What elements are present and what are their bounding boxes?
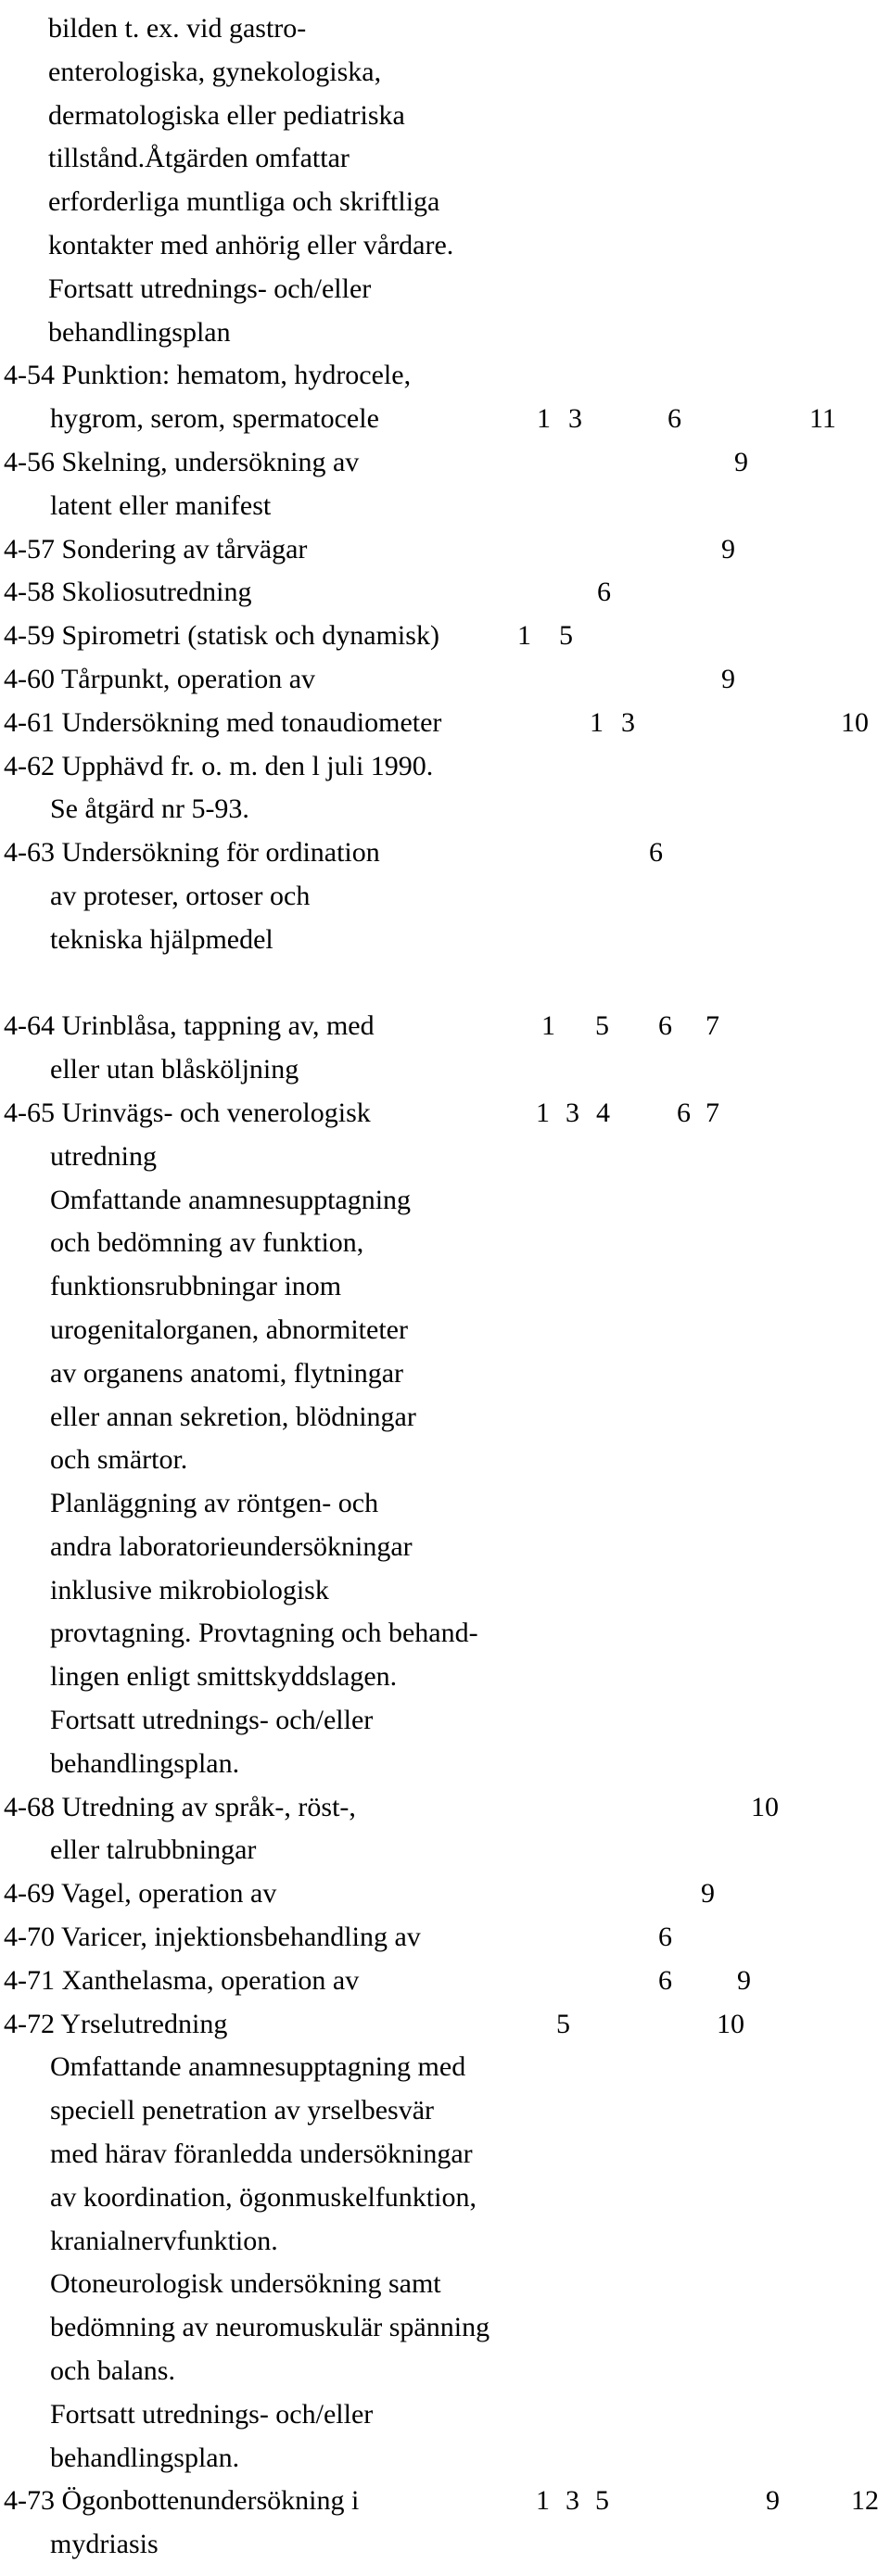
line-text: av proteser, ortoser och bbox=[50, 880, 311, 911]
line-text: och smärtor. bbox=[50, 1444, 188, 1476]
line-text: eller utan blåsköljning bbox=[50, 1054, 299, 1085]
line-text: inklusive mikrobiologisk bbox=[50, 1574, 329, 1605]
line-text: av koordination, ögonmuskelfunktion, bbox=[50, 2181, 477, 2213]
text-line bbox=[0, 2003, 890, 2047]
text-line bbox=[0, 658, 890, 702]
text-line bbox=[0, 1396, 890, 1440]
text-line bbox=[0, 95, 890, 138]
text-line bbox=[0, 2306, 890, 2350]
line-text: 4-57 Sondering av tårvägar bbox=[4, 533, 308, 565]
column-value: 9 bbox=[721, 663, 735, 694]
line-text: 4-70 Varicer, injektionsbehandling av bbox=[4, 1922, 421, 1953]
line-text: och balans. bbox=[50, 2355, 175, 2387]
text-line bbox=[0, 268, 890, 311]
text-line bbox=[0, 441, 890, 485]
text-line bbox=[0, 1482, 890, 1526]
line-text: 4-71 Xanthelasma, operation av bbox=[4, 1964, 360, 1996]
line-text: behandlingsplan. bbox=[50, 2442, 240, 2473]
text-line bbox=[0, 702, 890, 745]
line-text: Otoneurologisk undersökning samt bbox=[50, 2268, 441, 2300]
column-value: 1 bbox=[517, 620, 531, 652]
text-line bbox=[0, 311, 890, 355]
line-text: behandlingsplan. bbox=[50, 1747, 240, 1779]
text-line bbox=[0, 2133, 890, 2176]
text-line bbox=[0, 1829, 890, 1872]
column-value: 1 bbox=[541, 1010, 555, 1042]
line-text: och bedömning av funktion, bbox=[50, 1227, 364, 1259]
line-text: 4-72 Yrselutredning bbox=[4, 2008, 228, 2039]
text-line bbox=[0, 354, 890, 398]
line-text: Planläggning av röntgen- och bbox=[50, 1488, 379, 1519]
text-line bbox=[0, 1048, 890, 1092]
column-value: 10 bbox=[717, 2008, 744, 2039]
line-text: utredning bbox=[50, 1140, 157, 1172]
text-line bbox=[0, 2437, 890, 2481]
line-text: 4-64 Urinblåsa, tappning av, med bbox=[4, 1010, 375, 1042]
line-text: funktionsrubbningar inom bbox=[50, 1271, 342, 1302]
column-value: 6 bbox=[668, 403, 681, 435]
column-value: 9 bbox=[766, 2485, 780, 2517]
column-value: 9 bbox=[721, 533, 735, 565]
text-line bbox=[0, 2220, 890, 2264]
text-line bbox=[0, 1656, 890, 1699]
column-value: 5 bbox=[595, 1010, 609, 1042]
column-value: 5 bbox=[556, 2008, 570, 2039]
text-line bbox=[0, 2350, 890, 2393]
line-text: 4-56 Skelning, undersökning av bbox=[4, 446, 360, 477]
line-text: speciell penetration av yrselbesvär bbox=[50, 2095, 434, 2126]
column-value: 10 bbox=[841, 706, 869, 738]
line-text: kontakter med anhörig eller vårdare. bbox=[48, 229, 454, 260]
text-line bbox=[0, 2263, 890, 2306]
text-line bbox=[0, 1005, 890, 1048]
column-value: 3 bbox=[568, 403, 582, 435]
text-line bbox=[0, 1352, 890, 1396]
text-line bbox=[0, 1916, 890, 1960]
line-text: Fortsatt utrednings- och/eller bbox=[50, 1705, 374, 1736]
column-value: 9 bbox=[701, 1878, 715, 1910]
text-line bbox=[0, 2046, 890, 2089]
text-line bbox=[0, 2393, 890, 2437]
text-line bbox=[0, 788, 890, 831]
column-value: 1 bbox=[590, 706, 604, 738]
text-line bbox=[0, 137, 890, 181]
text-line bbox=[0, 1265, 890, 1309]
text-line bbox=[0, 51, 890, 95]
line-text: eller talrubbningar bbox=[50, 1834, 257, 1866]
text-line bbox=[0, 875, 890, 919]
text-line bbox=[0, 1960, 890, 2003]
text-line bbox=[0, 1136, 890, 1179]
text-line bbox=[0, 615, 890, 658]
text-line bbox=[0, 7, 890, 51]
column-value: 12 bbox=[851, 2485, 879, 2517]
line-text: Se åtgärd nr 5-93. bbox=[50, 793, 249, 825]
line-text: bedömning av neuromuskulär spänning bbox=[50, 2312, 490, 2343]
text-line bbox=[0, 1569, 890, 1613]
line-text: mydriasis bbox=[50, 2529, 159, 2560]
line-text: 4-59 Spirometri (statisk och dynamisk) bbox=[4, 620, 439, 652]
text-line bbox=[0, 1526, 890, 1569]
column-value: 1 bbox=[536, 2485, 550, 2517]
text-line bbox=[0, 398, 890, 441]
line-text: Omfattande anamnesupptagning bbox=[50, 1184, 412, 1215]
text-line bbox=[0, 1743, 890, 1786]
line-text: urogenitalorganen, abnormiteter bbox=[50, 1313, 408, 1345]
column-value: 9 bbox=[737, 1964, 751, 1996]
line-text: av organens anatomi, flytningar bbox=[50, 1357, 404, 1389]
text-line bbox=[0, 1179, 890, 1223]
line-text: lingen enligt smittskyddslagen. bbox=[50, 1661, 398, 1693]
text-line bbox=[0, 1092, 890, 1136]
line-text: erforderliga muntliga och skriftliga bbox=[48, 186, 440, 218]
text-line bbox=[0, 919, 890, 962]
text-line bbox=[0, 1309, 890, 1352]
line-text: provtagning. Provtagning och behand- bbox=[50, 1618, 478, 1649]
column-value: 1 bbox=[536, 1097, 550, 1128]
text-line bbox=[0, 1612, 890, 1656]
line-text: 4-62 Upphävd fr. o. m. den l juli 1990. bbox=[4, 750, 434, 781]
line-text: 4-65 Urinvägs- och venerologisk bbox=[4, 1097, 371, 1128]
line-text: 4-73 Ögonbottenundersökning i bbox=[4, 2485, 360, 2517]
line-text: Fortsatt utrednings- och/eller bbox=[48, 273, 372, 304]
line-text: med härav föranledda undersökningar bbox=[50, 2138, 473, 2170]
column-value: 7 bbox=[706, 1097, 719, 1128]
line-text: latent eller manifest bbox=[50, 489, 272, 521]
text-line bbox=[0, 2523, 890, 2567]
column-value: 6 bbox=[658, 1922, 672, 1953]
column-value: 6 bbox=[658, 1964, 672, 1996]
text-line bbox=[0, 831, 890, 875]
text-line bbox=[0, 571, 890, 615]
text-line bbox=[0, 2089, 890, 2133]
text-line bbox=[0, 224, 890, 268]
line-text: behandlingsplan bbox=[48, 316, 231, 348]
column-value: 9 bbox=[734, 446, 748, 477]
text-line bbox=[0, 1786, 890, 1830]
line-text: 4-69 Vagel, operation av bbox=[4, 1878, 277, 1910]
text-line bbox=[0, 2480, 890, 2523]
document-page bbox=[0, 7, 890, 2567]
line-text: bilden t. ex. vid gastro- bbox=[48, 13, 307, 44]
line-text: 4-54 Punktion: hematom, hydrocele, bbox=[4, 360, 412, 391]
line-text: dermatologiska eller pediatriska bbox=[48, 99, 405, 131]
line-text: tillstånd.Åtgärden omfattar bbox=[48, 143, 350, 174]
line-text: 4-63 Undersökning för ordination bbox=[4, 837, 380, 869]
text-line bbox=[0, 528, 890, 572]
column-value: 3 bbox=[621, 706, 635, 738]
line-text: 4-58 Skoliosutredning bbox=[4, 577, 252, 608]
line-text: Omfattande anamnesupptagning med bbox=[50, 2051, 466, 2083]
line-text: Fortsatt utrednings- och/eller bbox=[50, 2398, 374, 2430]
text-line bbox=[0, 485, 890, 528]
line-text: eller annan sekretion, blödningar bbox=[50, 1401, 416, 1432]
column-value: 1 bbox=[537, 403, 551, 435]
column-value: 10 bbox=[751, 1791, 779, 1822]
column-value: 3 bbox=[566, 2485, 579, 2517]
line-text: kranialnervfunktion. bbox=[50, 2225, 278, 2256]
blank-line bbox=[0, 962, 890, 1006]
text-line bbox=[0, 2176, 890, 2220]
column-value: 7 bbox=[706, 1010, 719, 1042]
column-value: 11 bbox=[809, 403, 836, 435]
line-text: tekniska hjälpmedel bbox=[50, 923, 273, 955]
column-value: 4 bbox=[596, 1097, 610, 1128]
line-text: 4-68 Utredning av språk-, röst-, bbox=[4, 1791, 356, 1822]
line-text: hygrom, serom, spermatocele bbox=[50, 403, 379, 435]
text-line bbox=[0, 181, 890, 224]
text-line bbox=[0, 1222, 890, 1265]
text-line bbox=[0, 1439, 890, 1482]
text-line bbox=[0, 1699, 890, 1743]
column-value: 6 bbox=[658, 1010, 672, 1042]
line-text: 4-61 Undersökning med tonaudiometer bbox=[4, 706, 442, 738]
column-value: 6 bbox=[677, 1097, 691, 1128]
line-text: andra laboratorieundersökningar bbox=[50, 1530, 413, 1562]
line-text: enterologiska, gynekologiska, bbox=[48, 56, 382, 87]
text-line bbox=[0, 745, 890, 789]
line-text: 4-60 Tårpunkt, operation av bbox=[4, 663, 316, 694]
text-line bbox=[0, 1872, 890, 1916]
column-value: 6 bbox=[597, 577, 611, 608]
column-value: 3 bbox=[566, 1097, 579, 1128]
column-value: 5 bbox=[559, 620, 573, 652]
column-value: 5 bbox=[595, 2485, 609, 2517]
column-value: 6 bbox=[649, 837, 663, 869]
